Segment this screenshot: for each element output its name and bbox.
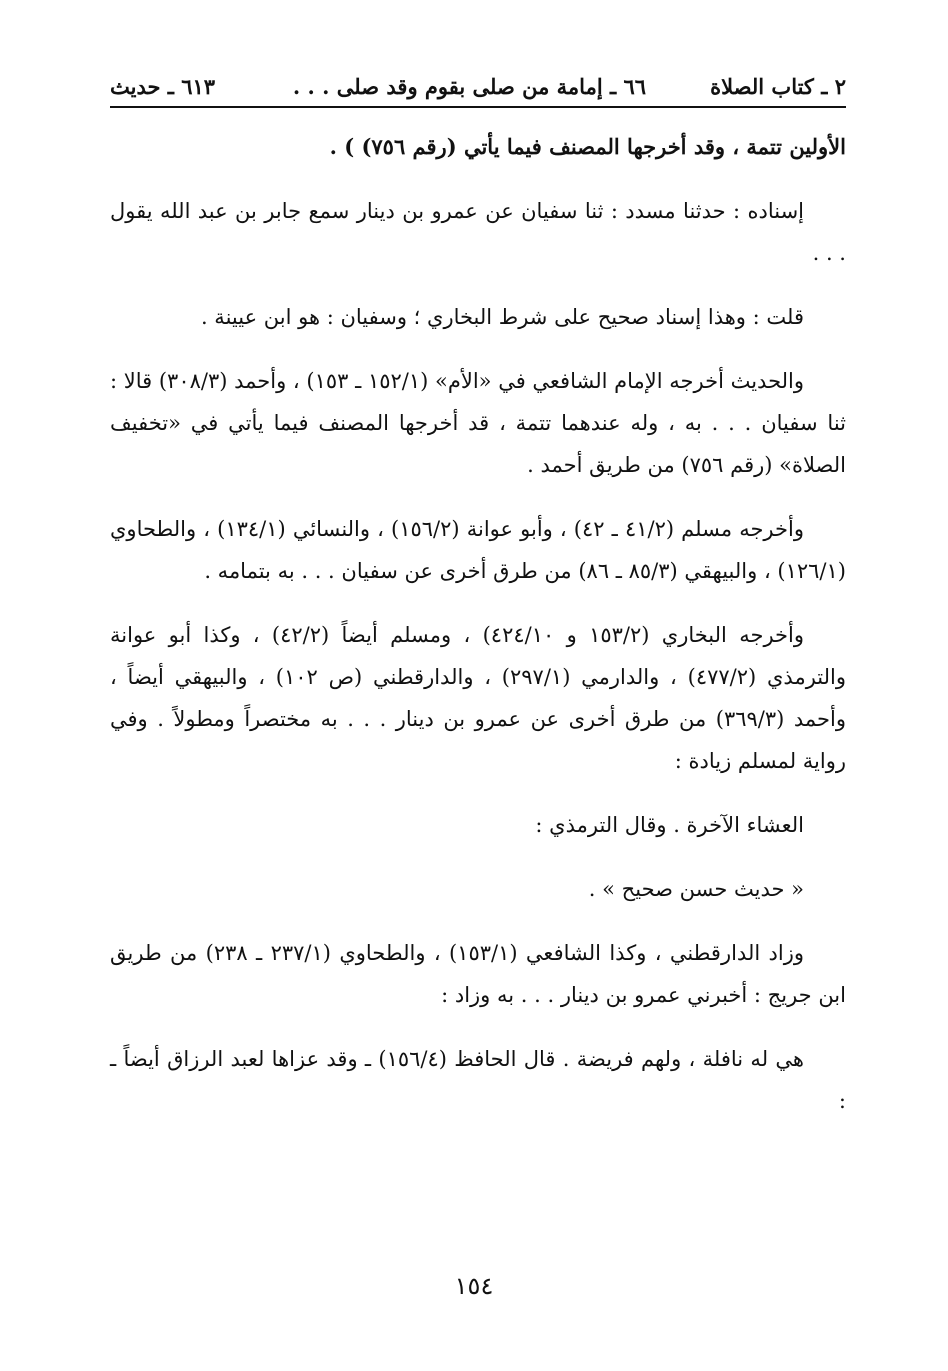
header-chapter: ٢ ـ كتاب الصلاة (710, 74, 846, 99)
header-hadith-number: ٦١٣ ـ حديث (110, 74, 216, 99)
paragraph: وأخرجه البخاري (١٥٣/٢ و ٤٢٤/١٠) ، ومسلم أيضاً (٤٢/٢) ، وكذا أبو عوانة والترمذي (٤٧٧/٢) ، والدارمي (٢٩٧/١) ، والدارقطني (ص ١٠٢) ، والبيهقي أيضاً ، وأحمد (٣٦٩/٣) من طرق أخرى عن عمرو بن دينار . . . به مختصراً ومطولاً . وفي رواية لمسلم زيادة : (110, 623, 846, 773)
paragraph: وزاد الدارقطني ، وكذا الشافعي (١٥٣/١) ، والطحاوي (٢٣٧/١ ـ ٢٣٨) من طريق ابن جريج : أخبرني عمرو بن دينار . . . به وزاد : (110, 941, 846, 1007)
body-text (110, 126, 846, 1144)
paragraph: والحديث أخرجه الإمام الشافعي في «الأم» (١٥٢/١ ـ ١٥٣) ، وأحمد (٣٠٨/٣) قالا : ثنا سفيان . . . به ، وله عندهما تتمة ، قد أخرجها المصنف فيما يأتي في «تخفيف الصلاة» (رقم ٧٥٦) من طريق أحمد . (110, 369, 846, 477)
paragraph: قلت : وهذا إسناد صحيح على شرط البخاري ؛ وسفيان : هو ابن عيينة . (200, 305, 804, 329)
paragraph: إسناده : حدثنا مسدد : ثنا سفيان عن عمرو بن دينار سمع جابر بن عبد الله يقول . . . (110, 199, 846, 265)
paragraph: وأخرجه مسلم (٤١/٢ ـ ٤٢) ، وأبو عوانة (١٥٦/٢) ، والنسائي (١٣٤/١) ، والطحاوي (١٢٦/١) ، والبيهقي (٨٥/٣ ـ ٨٦) من طرق أخرى عن سفيان . . . به بتمامه . (110, 517, 846, 583)
header-section: ٦٦ ـ إمامة من صلى بقوم وقد صلى . . . (292, 74, 646, 99)
running-header (110, 72, 846, 108)
paragraph: هي له نافلة ، ولهم فريضة . قال الحافظ (١٥٦/٤) ـ وقد عزاها لعبد الرزاق أيضاً ـ : (110, 1047, 846, 1113)
page-number: ١٥٤ (454, 1272, 494, 1300)
quote-line: « حديث حسن صحيح » . (588, 877, 804, 901)
quote-line: العشاء الآخرة . وقال الترمذي : (535, 813, 804, 837)
paragraph: الأولين تتمة ، وقد أخرجها المصنف فيما يأتي (رقم ٧٥٦) ) . (329, 134, 846, 159)
